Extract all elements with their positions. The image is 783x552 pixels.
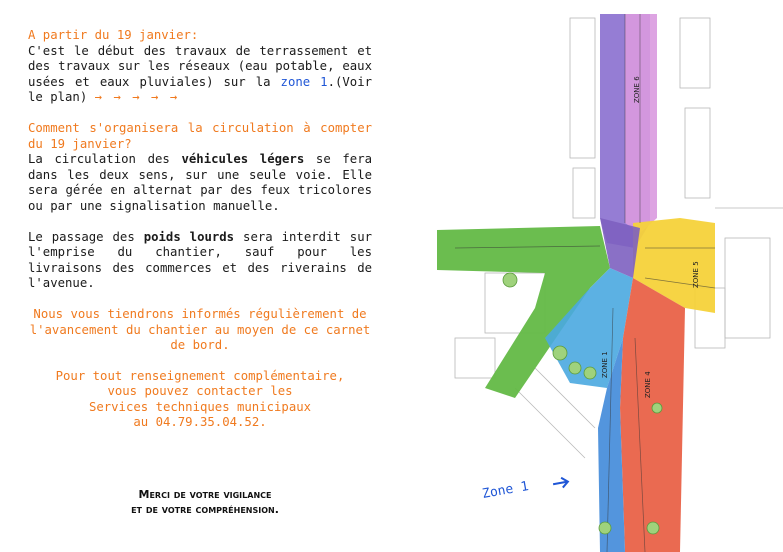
- contact-line-3: Services techniques municipaux: [88, 399, 312, 414]
- closing-message: [90, 487, 320, 517]
- works-zone-map: [395, 8, 783, 552]
- info-paragraph: Nous vous tiendrons informés régulièrement de l'avancement du chantier au moyen de ce carnet de bord.: [29, 306, 371, 353]
- see-plan-text: .(Voir le plan): [28, 74, 372, 105]
- heavy-text-1: Le passage des: [28, 229, 135, 244]
- zone-4: [620, 278, 685, 552]
- light-vehicles-text: [28, 152, 372, 214]
- intro-heading: A partir du 19 janvier:: [28, 28, 199, 42]
- zone-1-small-label: ZONE 1: [601, 351, 609, 378]
- heavy-bold: poids lourds: [143, 229, 235, 244]
- intro-body: C'est le début des travaux de terrassement et des travaux sur les réseaux (eau potable, eaux usées et eaux pluviales) sur la: [28, 43, 372, 89]
- contact-line-1: Pour tout renseignement complémentaire,: [55, 368, 345, 383]
- closing-line-1: Merci de votre vigilance: [138, 488, 272, 501]
- closing-line-2: et de votre compréhension.: [131, 503, 279, 516]
- zone-5-label: ZONE 5: [692, 261, 700, 288]
- intro-text: [28, 44, 372, 106]
- light-text-2: se fera dans les deux sens, sur une seule voie. Elle sera gérée en alternat par des feux tricolores ou par une signalisation manuelle.: [28, 152, 373, 213]
- zone-6: [625, 14, 657, 233]
- heavy-vehicles-text: [28, 230, 372, 292]
- contact-line-2: vous pouvez contacter les: [107, 384, 293, 399]
- traffic-question: Comment s'organisera la circulation à compter du 19 janvier?: [28, 120, 372, 151]
- info-column: [28, 28, 372, 431]
- heavy-text-2: sera interdit sur l'emprise du chantier, sauf pour les livraisons des commerces et des riverains de l'avenue.: [28, 229, 372, 291]
- zone-1-label: Zone 1: [481, 479, 530, 502]
- zone-6-label: ZONE 6: [633, 76, 641, 103]
- light-text-1: La circulation des: [28, 152, 170, 167]
- arrow-right-icon: → → → → →: [94, 90, 180, 105]
- light-bold: véhicules légers: [181, 152, 305, 167]
- zone-reference: zone 1: [280, 74, 328, 89]
- zone-4-label: ZONE 4: [644, 371, 652, 398]
- contact-phone: au 04.79.35.04.52.: [133, 415, 267, 430]
